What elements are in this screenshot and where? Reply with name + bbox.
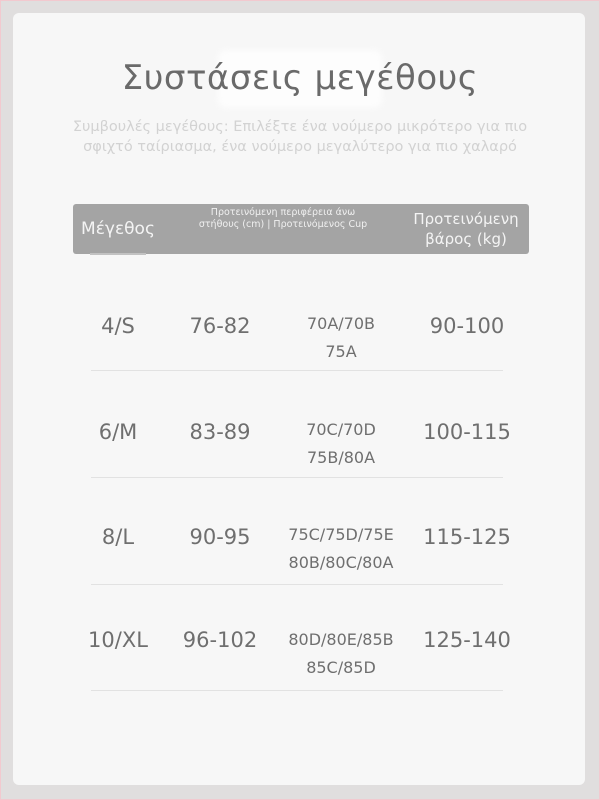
header-size: Μέγεθος	[81, 219, 155, 239]
chest-value: 96-102	[182, 628, 258, 652]
size-value: 8/L	[101, 525, 135, 549]
size-tips: Συμβουλές μεγέθους: Επιλέξτε ένα νούμερο μικρότερο για πιο σφιχτό ταίριασμα, ένα νούμερο μεγαλύτερο για πιο χαλαρό	[72, 119, 528, 155]
row-divider	[91, 584, 503, 585]
table-header	[73, 204, 529, 254]
size-value: 4/S	[101, 314, 135, 338]
weight-value: 125-140	[423, 628, 511, 652]
cup-values	[268, 521, 414, 577]
row-divider	[91, 477, 503, 478]
cup-values	[268, 310, 414, 366]
row-divider	[91, 370, 503, 371]
size-value: 6/M	[98, 420, 138, 444]
chest-value: 83-89	[189, 420, 251, 444]
cup-line-2: 85C/85D	[306, 658, 376, 677]
page-title: Συστάσεις μεγέθους	[121, 58, 479, 98]
table-row	[0, 511, 600, 611]
cup-values	[268, 416, 414, 472]
row-divider	[91, 690, 503, 691]
size-value: 10/XL	[88, 628, 148, 652]
cup-values	[268, 626, 414, 682]
chest-value: 76-82	[189, 314, 251, 338]
header-chest-cup: Προτεινόμενη περιφέρεια άνω στήθους (cm) | Προτεινόμενος Cup	[198, 207, 368, 230]
header-size-underline	[90, 253, 146, 255]
cup-line-1: 75C/75D/75E	[288, 525, 394, 544]
cup-line-1: 80D/80E/85B	[288, 630, 394, 649]
cup-line-1: 70C/70D	[306, 420, 376, 439]
weight-value: 115-125	[423, 525, 511, 549]
cup-line-1: 70A/70B	[306, 314, 376, 333]
cup-line-2: 80B/80C/80A	[288, 553, 394, 572]
weight-value: 90-100	[429, 314, 505, 338]
table-row	[0, 406, 600, 506]
table-row	[0, 616, 600, 716]
chest-value: 90-95	[189, 525, 251, 549]
cup-line-2: 75A	[325, 342, 357, 361]
header-weight: Προτεινόμενη βάρος (kg)	[413, 210, 519, 248]
table-row	[0, 300, 600, 400]
cup-line-2: 75B/80A	[306, 448, 376, 467]
weight-value: 100-115	[423, 420, 511, 444]
